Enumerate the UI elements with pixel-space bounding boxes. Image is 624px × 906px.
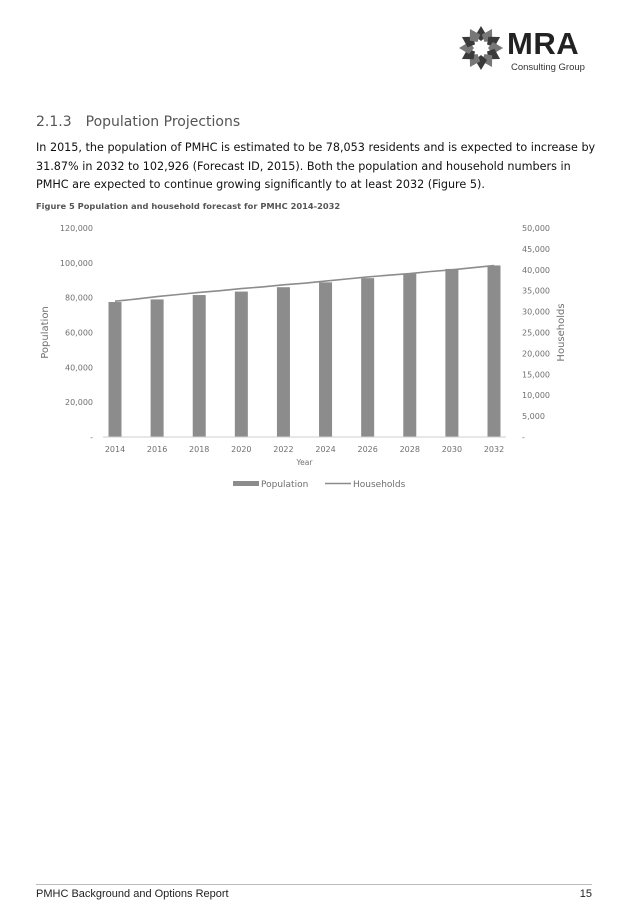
y-tick-label: 20,000 (65, 398, 93, 408)
y2-tick-label: - (522, 433, 525, 442)
x-tick-label: 2032 (483, 445, 505, 454)
y2-tick-label: 50,000 (522, 224, 550, 233)
x-tick-label: 2028 (399, 445, 420, 454)
population-bar (193, 295, 206, 437)
legend-population-swatch (233, 481, 259, 486)
population-household-chart (30, 218, 590, 503)
y2-tick-label: 40,000 (522, 265, 550, 275)
page-number: 15 (579, 888, 592, 900)
population-bar (361, 278, 374, 437)
population-bar (319, 282, 332, 437)
x-tick-label: 2030 (441, 445, 463, 454)
x-tick-label: 2018 (189, 445, 210, 454)
population-bar (109, 302, 122, 437)
y-tick-label: 120,000 (59, 224, 93, 233)
y-tick-label: - (90, 433, 93, 442)
company-logo (455, 22, 595, 76)
y2-tick-label: 35,000 (522, 286, 550, 296)
households-line (115, 266, 494, 302)
y2-tick-label: 5,000 (522, 412, 545, 422)
section-heading (36, 114, 240, 130)
body-paragraph: In 2015, the population of PMHC is estimated to be 78,053 residents and is expected to increase by 31.87% in 2032 to 102,926 (Forecast ID, 2015). Both the population and household numbers in PMHC are expected to continue growing significantly to at least 2032 (Figure 5). (36, 141, 596, 191)
population-bar (235, 292, 248, 437)
y-tick-label: 60,000 (65, 328, 93, 338)
x-tick-label: 2024 (315, 445, 336, 454)
footer-divider (36, 884, 592, 885)
y2-tick-label: 25,000 (522, 328, 550, 338)
y-axis-label: Population (40, 306, 51, 359)
logo-mark-icon (455, 22, 507, 74)
logo-name: MRA (507, 26, 580, 61)
section-title: Population Projections (85, 114, 241, 130)
legend-population-label: Population (261, 480, 309, 490)
logo-subtitle: Consulting Group (511, 62, 585, 73)
y-tick-label: 100,000 (59, 258, 93, 268)
population-bar (403, 274, 416, 437)
y2-tick-label: 10,000 (522, 391, 550, 401)
x-axis-label: Year (296, 458, 313, 467)
population-bar (445, 269, 458, 437)
y-tick-label: 40,000 (65, 363, 93, 373)
footer-report-title: PMHC Background and Options Report (36, 888, 229, 900)
x-tick-label: 2022 (273, 445, 294, 454)
y2-tick-label: 30,000 (522, 307, 550, 317)
population-bar (151, 299, 164, 437)
y2-tick-label: 15,000 (522, 370, 550, 380)
population-bar (277, 287, 290, 437)
legend-households-label: Households (353, 480, 406, 490)
y2-tick-label: 45,000 (522, 244, 550, 254)
y-tick-label: 80,000 (65, 293, 93, 303)
population-bar (488, 265, 501, 437)
section-number: 2.1.3 (36, 114, 72, 130)
figure-caption: Figure 5 Population and household forecast for PMHC 2014-2032 (36, 201, 341, 211)
chart-legend (233, 480, 406, 490)
y2-axis-label: Households (556, 303, 567, 362)
x-tick-label: 2026 (357, 445, 378, 454)
x-tick-label: 2020 (231, 445, 252, 454)
y2-tick-label: 20,000 (522, 349, 550, 359)
x-tick-label: 2014 (104, 445, 126, 454)
x-tick-label: 2016 (146, 445, 168, 454)
